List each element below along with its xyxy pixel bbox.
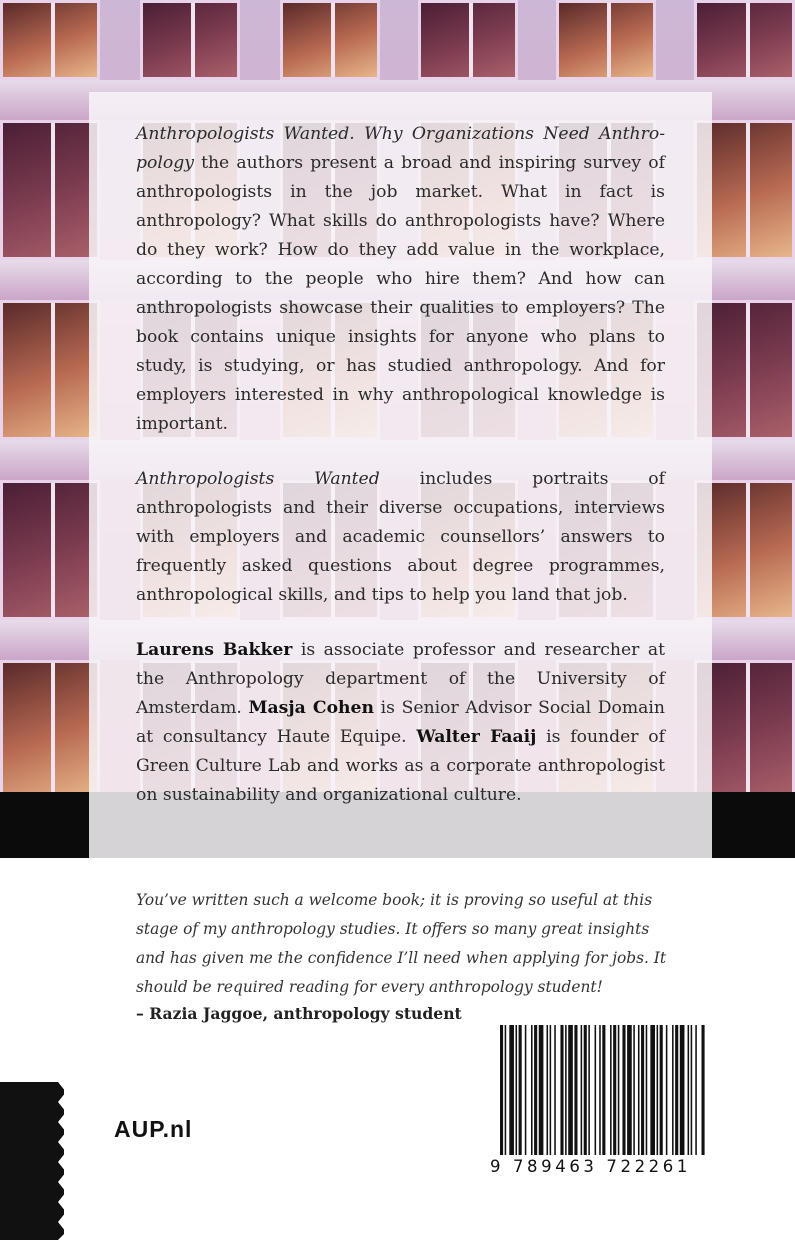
barcode-bar: [680, 1025, 685, 1155]
barcode-bar: [675, 1025, 678, 1155]
barcode-bar: [613, 1025, 616, 1155]
barcode-bar: [657, 1025, 659, 1155]
blurb-paragraph-2: [136, 465, 665, 610]
barcode-bar: [599, 1025, 601, 1155]
barcode-bar: [534, 1025, 537, 1155]
facade-window: [0, 0, 100, 80]
author-name-1: Laurens Bakker: [136, 640, 293, 660]
barcode-bar: [584, 1025, 587, 1155]
book-title-italic: Anthropologists Wanted. Why Organizations Need Anthropology: [136, 124, 665, 173]
barcode-bar: [602, 1025, 605, 1155]
window-mullion: [191, 3, 195, 77]
barcode-bar: [581, 1025, 583, 1155]
barcode-bar: [516, 1025, 518, 1155]
testimonial-quote: You’ve written such a welcome book; it is proving so useful at this stage of my anthropology studies. It offers so many great insights and has given me the confidence I’ll need when applying for jobs. It should be required reading for every anthropology student!: [136, 891, 667, 996]
barcode-bar: [666, 1025, 668, 1155]
author-bio-2: is Senior Advisor Social Domain at consultancy Haute Equipe.: [136, 698, 665, 747]
window-mullion: [51, 483, 55, 617]
barcode-bar: [672, 1025, 674, 1155]
window-mullion: [746, 663, 750, 795]
blurb-paragraph-1-text: the authors present a broad and inspiring survey of anthropologists in the job market. What in fact is anthropology? What skills do anthropologists have? Where do they work? How do they add value in the workplace, according to the people who hire them? And how can anthropologists showcase their qualities to employers? The book contains unique insights for anyone who plans to study, is studying, or has studied anthropology. And for employers interested in why anthropological knowledge is important.: [136, 153, 665, 434]
blurb-paragraph-2-text: includes portraits of anthropologists and their diverse occupations, interviews with employers and academic counsellors’ answers to frequently asked questions about degree programmes, anthropological skills, and tips to help you land that job.: [136, 469, 665, 605]
facade-window: [0, 480, 100, 620]
window-mullion: [51, 303, 55, 437]
testimonial-attribution: – Razia Jaggoe, anthropology student: [136, 1004, 462, 1023]
window-mullion: [51, 3, 55, 77]
window-mullion: [746, 3, 750, 77]
author-name-2: Masja Cohen: [248, 698, 374, 718]
window-mullion: [607, 3, 611, 77]
window-mullion: [331, 3, 335, 77]
facade-window: [0, 120, 100, 260]
barcode-bar: [550, 1025, 552, 1155]
barcode-bar: [595, 1025, 597, 1155]
barcode-bar: [633, 1025, 635, 1155]
barcode-bar: [618, 1025, 620, 1155]
barcode-bar: [519, 1025, 522, 1155]
barcode-bar: [539, 1025, 544, 1155]
window-mullion: [51, 663, 55, 795]
facade-window: [0, 660, 100, 795]
author-bio-3: is founder of Green Culture Lab and works as a corporate anthropologist on sustainability and organizational culture.: [136, 727, 666, 805]
barcode-bar: [702, 1025, 705, 1155]
window-mullion: [51, 123, 55, 257]
barcode-bar: [638, 1025, 640, 1155]
facade-window: [694, 0, 795, 80]
barcode-bar: [650, 1025, 655, 1155]
barcode-bar: [641, 1025, 644, 1155]
author-bios: [136, 636, 665, 810]
barcode-bar: [525, 1025, 527, 1155]
facade-window: [280, 0, 380, 80]
window-mullion: [746, 123, 750, 257]
barcode-bar: [610, 1025, 612, 1155]
barcode-bar: [588, 1025, 590, 1155]
barcode-bar: [560, 1025, 563, 1155]
barcode-bar: [691, 1025, 693, 1155]
blurb-panel: [89, 92, 712, 858]
barcode-bar: [627, 1025, 632, 1155]
window-mullion: [746, 483, 750, 617]
barcode-bar: [646, 1025, 648, 1155]
blurb-paragraph-1: [136, 120, 665, 439]
barcode-bar: [554, 1025, 556, 1155]
barcode-bar: [500, 1025, 503, 1155]
barcode-bar: [547, 1025, 549, 1155]
facade-window: [0, 300, 100, 440]
facade-window: [418, 0, 518, 80]
barcode-bar: [660, 1025, 663, 1155]
barcode-bar: [695, 1025, 697, 1155]
facade-window: [556, 0, 656, 80]
publisher-website[interactable]: AUP.nl: [114, 1116, 193, 1142]
barcode-bar: [505, 1025, 507, 1155]
facade-window: [140, 0, 240, 80]
aup-logo-icon: [0, 1082, 64, 1240]
author-bio-1: is associate professor and researcher at the Anthropology department of the University of Amsterdam.: [136, 640, 666, 718]
barcode-bar: [574, 1025, 577, 1155]
barcode-bar: [688, 1025, 690, 1155]
author-name-3: Walter Faaij: [416, 727, 537, 747]
isbn-number: 9 789463 722261: [490, 1157, 691, 1176]
window-mullion: [746, 303, 750, 437]
barcode-bar: [568, 1025, 573, 1155]
isbn-barcode: [496, 1025, 710, 1155]
book-title-italic-2: Anthropologists Wanted: [136, 469, 380, 489]
barcode-bar: [622, 1025, 625, 1155]
barcode-bar: [509, 1025, 514, 1155]
barcode-bar: [531, 1025, 533, 1155]
window-mullion: [469, 3, 473, 77]
barcode-bar: [565, 1025, 567, 1155]
